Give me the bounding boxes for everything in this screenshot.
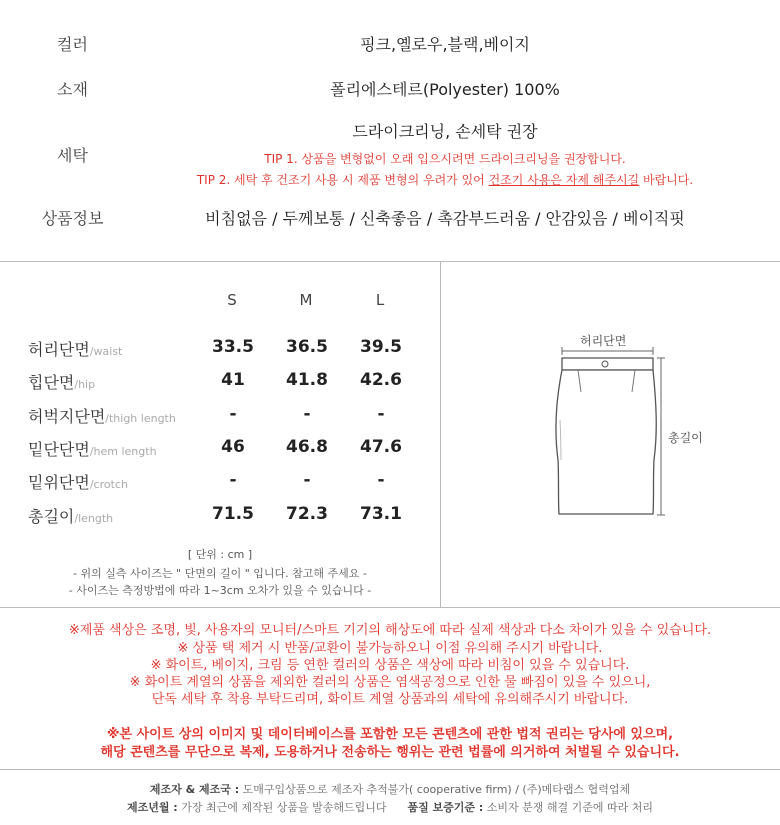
warning-1: ※제품 색상은 조명, 빛, 사용자의 모니터/스마트 기기의 해상도에 따라 실제 색상과 다소 차이가 있을 수 있습니다. <box>68 623 712 638</box>
material-label: 소재 <box>57 80 88 99</box>
size-row-label-ko: 밑위단면 <box>28 473 90 492</box>
divider-middle <box>0 607 780 608</box>
maker-value: 도매구입상품으로 제조자 추적불가( cooperative firm) / (주)메타랩스 협력업체 <box>242 783 631 796</box>
tip-2-pre: TIP 2. 세탁 후 건조기 사용 시 제품 변형의 우려가 있어 <box>196 173 489 187</box>
size-row-label <box>28 470 128 493</box>
divider-top <box>0 261 780 262</box>
size-row-label-en: /length <box>74 512 114 525</box>
size-value: 46.8 <box>286 437 328 457</box>
size-value: - <box>303 470 311 490</box>
color-value: 핑크,옐로우,블랙,베이지 <box>360 35 530 54</box>
maker-label: 제조자 & 제조국 : <box>149 783 240 796</box>
size-header-m: M <box>299 291 313 309</box>
warning-2: ※ 상품 택 제거 시 반품/교환이 불가능하오니 이점 유의해 주시기 바랍니다. <box>177 641 603 656</box>
material-value: 폴리에스테르(Polyester) 100% <box>330 80 560 99</box>
size-row-label <box>28 370 95 393</box>
diagram-length-label: 총길이 <box>668 431 703 445</box>
size-row-label-en: /waist <box>89 345 123 358</box>
size-value: 73.1 <box>360 504 402 524</box>
size-value: 33.5 <box>212 337 254 357</box>
size-row-label-en: /hip <box>74 378 96 391</box>
skirt-illustration <box>540 340 680 520</box>
size-row-label-ko: 허벅지단면 <box>28 407 106 426</box>
size-row-label-en: /hem length <box>89 445 157 458</box>
size-note-2: - 사이즈는 측정방법에 따라 1~3cm 오차가 있을 수 있습니다 - <box>68 584 372 597</box>
legal-1: ※본 사이트 상의 이미지 및 데이터베이스를 포함한 모든 콘텐츠에 관한 법적 권리는 당사에 있으며, <box>106 727 674 742</box>
unit-note: [ 단위 : cm ] <box>187 548 253 561</box>
product-label: 상품정보 <box>41 209 104 228</box>
tip-2 <box>145 171 745 188</box>
size-value: - <box>303 404 311 424</box>
warning-4: ※ 화이트 계열의 상품을 제외한 컬러의 상품은 염색공정으로 인한 물 빠짐이 있을 수 있으니, <box>129 675 651 690</box>
warranty-label: 품질 보증기준 : <box>407 801 484 814</box>
size-value: 72.3 <box>286 504 328 524</box>
footer-date-warranty <box>0 799 780 815</box>
size-value: 42.6 <box>360 370 402 390</box>
size-note-1: - 위의 실측 사이즈는 " 단면의 길이 " 입니다. 참고해 주세요 - <box>73 567 367 580</box>
size-row-label-ko: 허리단면 <box>28 340 90 359</box>
tip-2-underline: 건조기 사용은 자제 해주시길 <box>488 173 640 187</box>
size-value: 41.8 <box>286 370 328 390</box>
date-value: 가장 최근에 제작된 상품을 발송해드립니다 <box>181 801 387 814</box>
size-row-label <box>28 504 113 527</box>
divider-bottom <box>0 769 780 770</box>
size-value: 46 <box>221 437 245 457</box>
date-label: 제조년월 : <box>126 801 178 814</box>
size-value: - <box>377 404 385 424</box>
size-header-s: S <box>227 291 237 309</box>
footer-maker <box>0 781 780 797</box>
size-row-label-ko: 총길이 <box>28 507 75 526</box>
size-header-l: L <box>375 291 385 309</box>
divider-vertical <box>440 261 441 607</box>
size-value: - <box>229 404 237 424</box>
size-row-label <box>28 404 176 427</box>
product-value: 비침없음 / 두께보통 / 신축좋음 / 촉감부드러움 / 안감있음 / 베이직핏 <box>205 209 685 228</box>
size-value: 47.6 <box>360 437 402 457</box>
warning-5: 단독 세탁 후 착용 부탁드리며, 화이트 계열 상품과의 세탁에 유의해주시기 바랍니다. <box>151 692 629 707</box>
size-row-label-en: /crotch <box>89 478 128 491</box>
size-row-label <box>28 437 157 460</box>
diagram-waist-label: 허리단면 <box>580 334 627 348</box>
size-value: 71.5 <box>212 504 254 524</box>
size-row-label-en: /thigh length <box>105 412 176 425</box>
size-value: 39.5 <box>360 337 402 357</box>
size-value: - <box>377 470 385 490</box>
size-row-label <box>28 337 122 360</box>
wash-value: 드라이크리닝, 손세탁 권장 <box>352 122 538 141</box>
size-value: - <box>229 470 237 490</box>
size-row-label-ko: 힙단면 <box>28 373 75 392</box>
wash-label: 세탁 <box>57 146 88 165</box>
size-row-label-ko: 밑단단면 <box>28 440 90 459</box>
tip-1: TIP 1. 상품을 변형없이 오래 입으시려면 드라이크리닝을 권장합니다. <box>264 152 626 166</box>
warranty-value: 소비자 분쟁 해결 기준에 따라 처리 <box>486 801 654 814</box>
size-value: 41 <box>221 370 245 390</box>
warning-3: ※ 화이트, 베이지, 크림 등 연한 컬러의 상품은 색상에 따라 비침이 있을 수 있습니다. <box>150 658 630 673</box>
legal-2: 해당 콘텐츠를 무단으로 복제, 도용하거나 전송하는 행위는 관련 법률에 의거하여 처벌될 수 있습니다. <box>100 745 680 760</box>
size-value: 36.5 <box>286 337 328 357</box>
tip-2-post: 바랍니다. <box>639 173 694 187</box>
color-label: 컬러 <box>57 35 88 54</box>
